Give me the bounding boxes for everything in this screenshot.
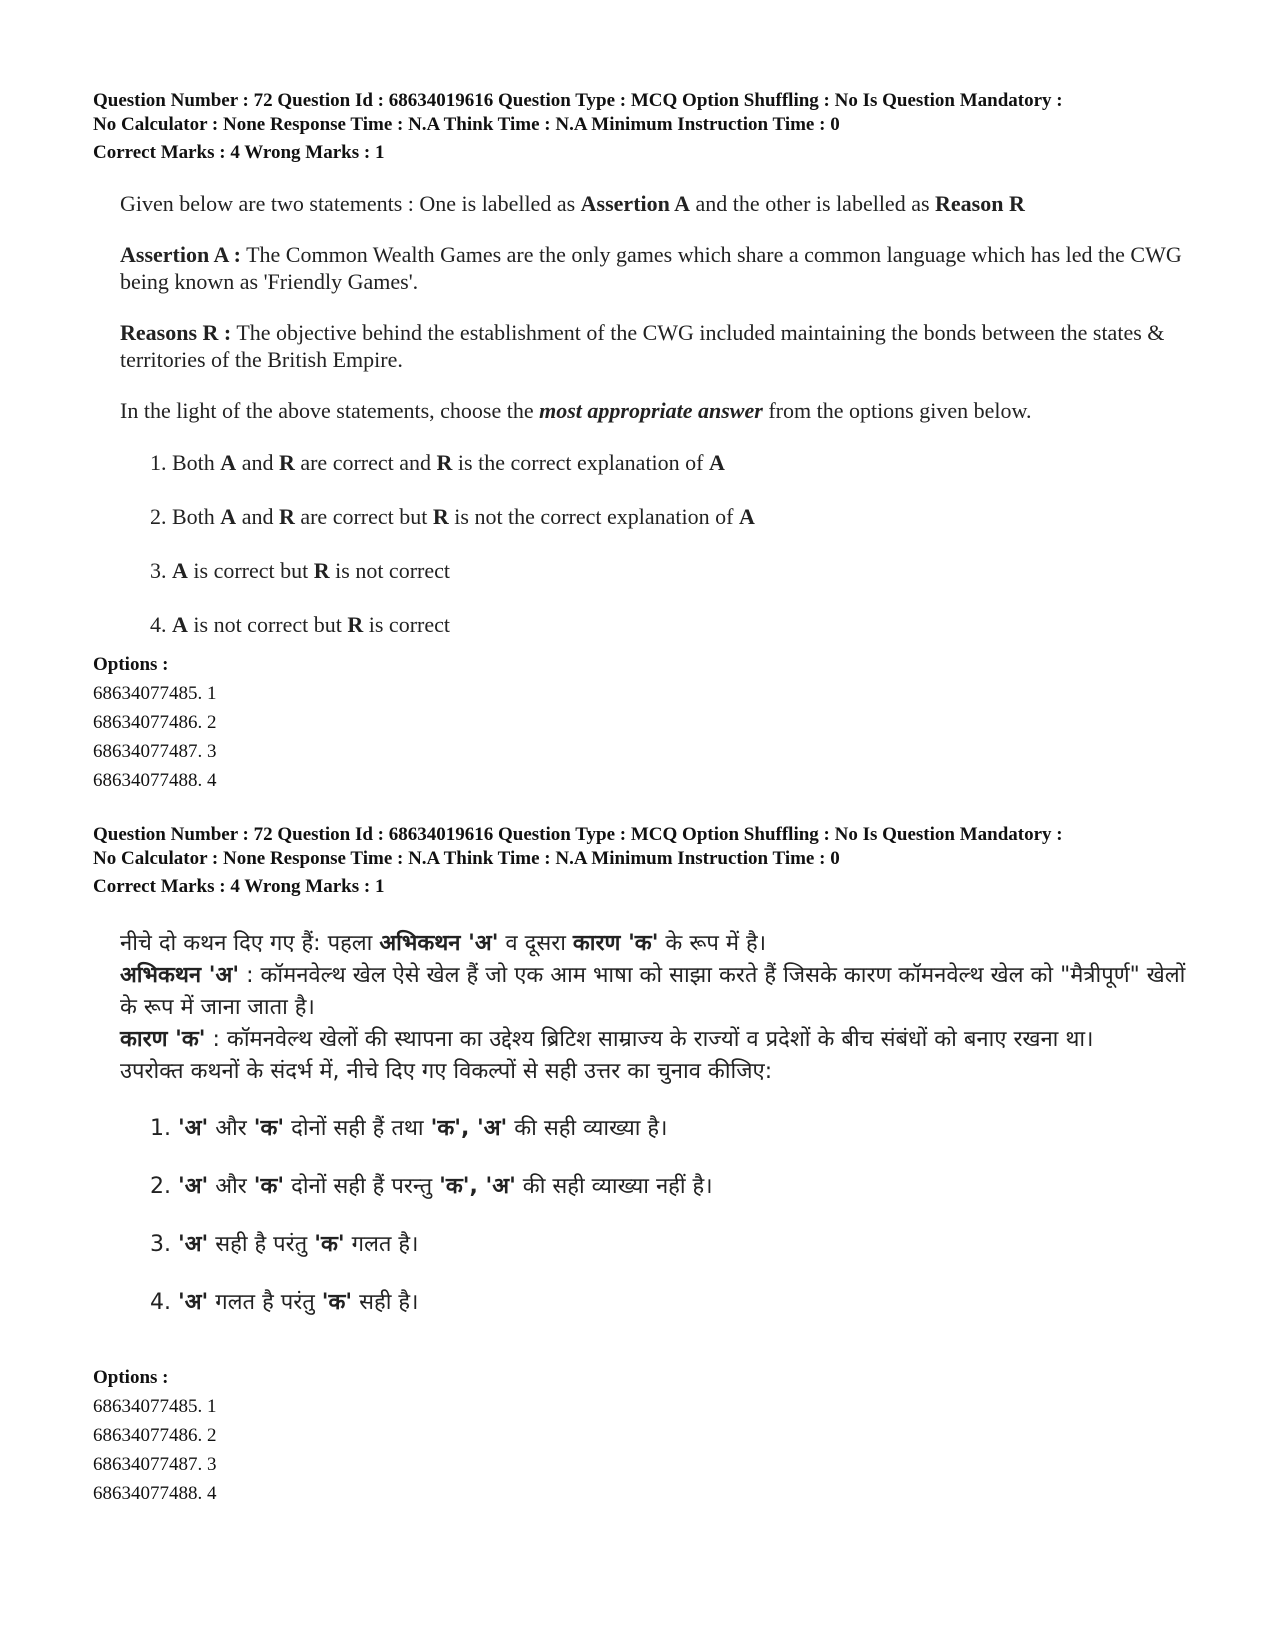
intro-text: व दूसरा: [498, 931, 573, 956]
marks-line: Correct Marks : 4 Wrong Marks : 1: [93, 876, 385, 897]
instruction-statement: उपरोक्त कथनों के संदर्भ में, नीचे दिए गए विकल्पों से सही उत्तर का चुनाव कीजिए:: [120, 1059, 773, 1084]
intro-text: नीचे दो कथन दिए गए हैं: पहला: [120, 931, 380, 956]
intro-reason-term: कारण 'क': [572, 931, 659, 956]
marks-line: Correct Marks : 4 Wrong Marks : 1: [93, 142, 385, 163]
assertion-statement: [120, 960, 1190, 1024]
instruction-text: In the light of the above statements, choose the: [120, 398, 540, 423]
intro-statement: [120, 190, 1190, 217]
meta-line-1: Question Number : 72 Question Id : 68634019616 Question Type : MCQ Option Shuffling : No Is Question Mandatory :: [93, 824, 1063, 845]
reason-text: : कॉमनवेल्थ खेलों की स्थापना का उद्देश्य ब्रिटिश साम्राज्य के राज्यों व प्रदेशों के बीच संबंधों को बनाए रखना था।: [205, 1027, 1094, 1052]
options-label: Options :: [93, 1367, 169, 1388]
intro-text: and the other is labelled as: [690, 191, 936, 216]
answer-choice: 4. A is not correct but R is correct: [150, 612, 450, 637]
meta-line-1: Question Number : 72 Question Id : 68634019616 Question Type : MCQ Option Shuffling : No Is Question Mandatory :: [93, 90, 1063, 111]
answer-choice: 2. 'अ' और 'क' दोनों सही हैं परन्तु 'क', 'अ' की सही व्याख्या नहीं है।: [150, 1174, 713, 1199]
meta-line-2: No Calculator : None Response Time : N.A Think Time : N.A Minimum Instruction Time : 0: [93, 114, 840, 135]
instruction-emphasis: most appropriate answer: [539, 398, 763, 423]
option-id: 68634077486. 2: [93, 712, 217, 733]
instruction-text: from the options given below.: [762, 398, 1032, 423]
assertion-text: : कॉमनवेल्थ खेल ऐसे खेल हैं जो एक आम भाषा को साझा करते हैं जिसके कारण कॉमनवेल्थ खेल को "मैत्रीपूर्ण" खेलों के रूप में जाना जाता है।: [120, 963, 1186, 1020]
assertion-label: अभिकथन 'अ': [120, 963, 240, 988]
intro-assertion-term: Assertion A: [580, 191, 691, 216]
reason-label: Reasons R :: [120, 320, 232, 345]
intro-reason-term: Reason R: [935, 191, 1025, 216]
assertion-statement: [120, 241, 1190, 295]
meta-line-2: No Calculator : None Response Time : N.A Think Time : N.A Minimum Instruction Time : 0: [93, 848, 840, 869]
reason-statement: [120, 319, 1190, 373]
intro-text: के रूप में है।: [658, 931, 767, 956]
assertion-label: Assertion A :: [120, 242, 241, 267]
option-id: 68634077487. 3: [93, 741, 217, 762]
option-id: 68634077486. 2: [93, 1425, 217, 1446]
answer-choices-hindi: [120, 1113, 1190, 1319]
question-body-english: [120, 190, 1190, 638]
option-id: 68634077485. 1: [93, 1396, 217, 1417]
option-id: 68634077488. 4: [93, 770, 217, 791]
answer-choice: 3. A is correct but R is not correct: [150, 558, 450, 583]
intro-statement: [120, 928, 1190, 960]
reason-statement: [120, 1024, 1190, 1056]
answer-choice: 1. 'अ' और 'क' दोनों सही हैं तथा 'क', 'अ' की सही व्याख्या है।: [150, 1116, 668, 1141]
options-list-hindi: [93, 1363, 493, 1508]
instruction-statement: [120, 397, 1190, 424]
reason-label: कारण 'क': [120, 1027, 206, 1052]
option-id: 68634077487. 3: [93, 1454, 217, 1475]
answer-choices-english: [120, 449, 1190, 638]
answer-choice: 4. 'अ' गलत है परंतु 'क' सही है।: [150, 1290, 419, 1315]
options-list-english: [93, 650, 493, 795]
answer-choice: 1. Both A and R are correct and R is the correct explanation of A: [150, 450, 725, 475]
answer-choice: 2. Both A and R are correct but R is not the correct explanation of A: [150, 504, 755, 529]
option-id: 68634077488. 4: [93, 1483, 217, 1504]
option-id: 68634077485. 1: [93, 683, 217, 704]
question-meta-english: [93, 89, 1193, 165]
answer-choice: 3. 'अ' सही है परंतु 'क' गलत है।: [150, 1232, 419, 1257]
intro-assertion-term: अभिकथन 'अ': [379, 931, 499, 956]
question-body-hindi: [120, 928, 1190, 1319]
reason-text: The objective behind the establishment of the CWG included maintaining the bonds between the states & territories of the British Empire.: [120, 320, 1165, 372]
options-label: Options :: [93, 654, 169, 675]
assertion-text: The Common Wealth Games are the only games which share a common language which has led the CWG being known as 'Friendly Games'.: [120, 242, 1182, 294]
intro-text: Given below are two statements : One is labelled as: [120, 191, 581, 216]
question-meta-hindi: [93, 823, 1193, 899]
